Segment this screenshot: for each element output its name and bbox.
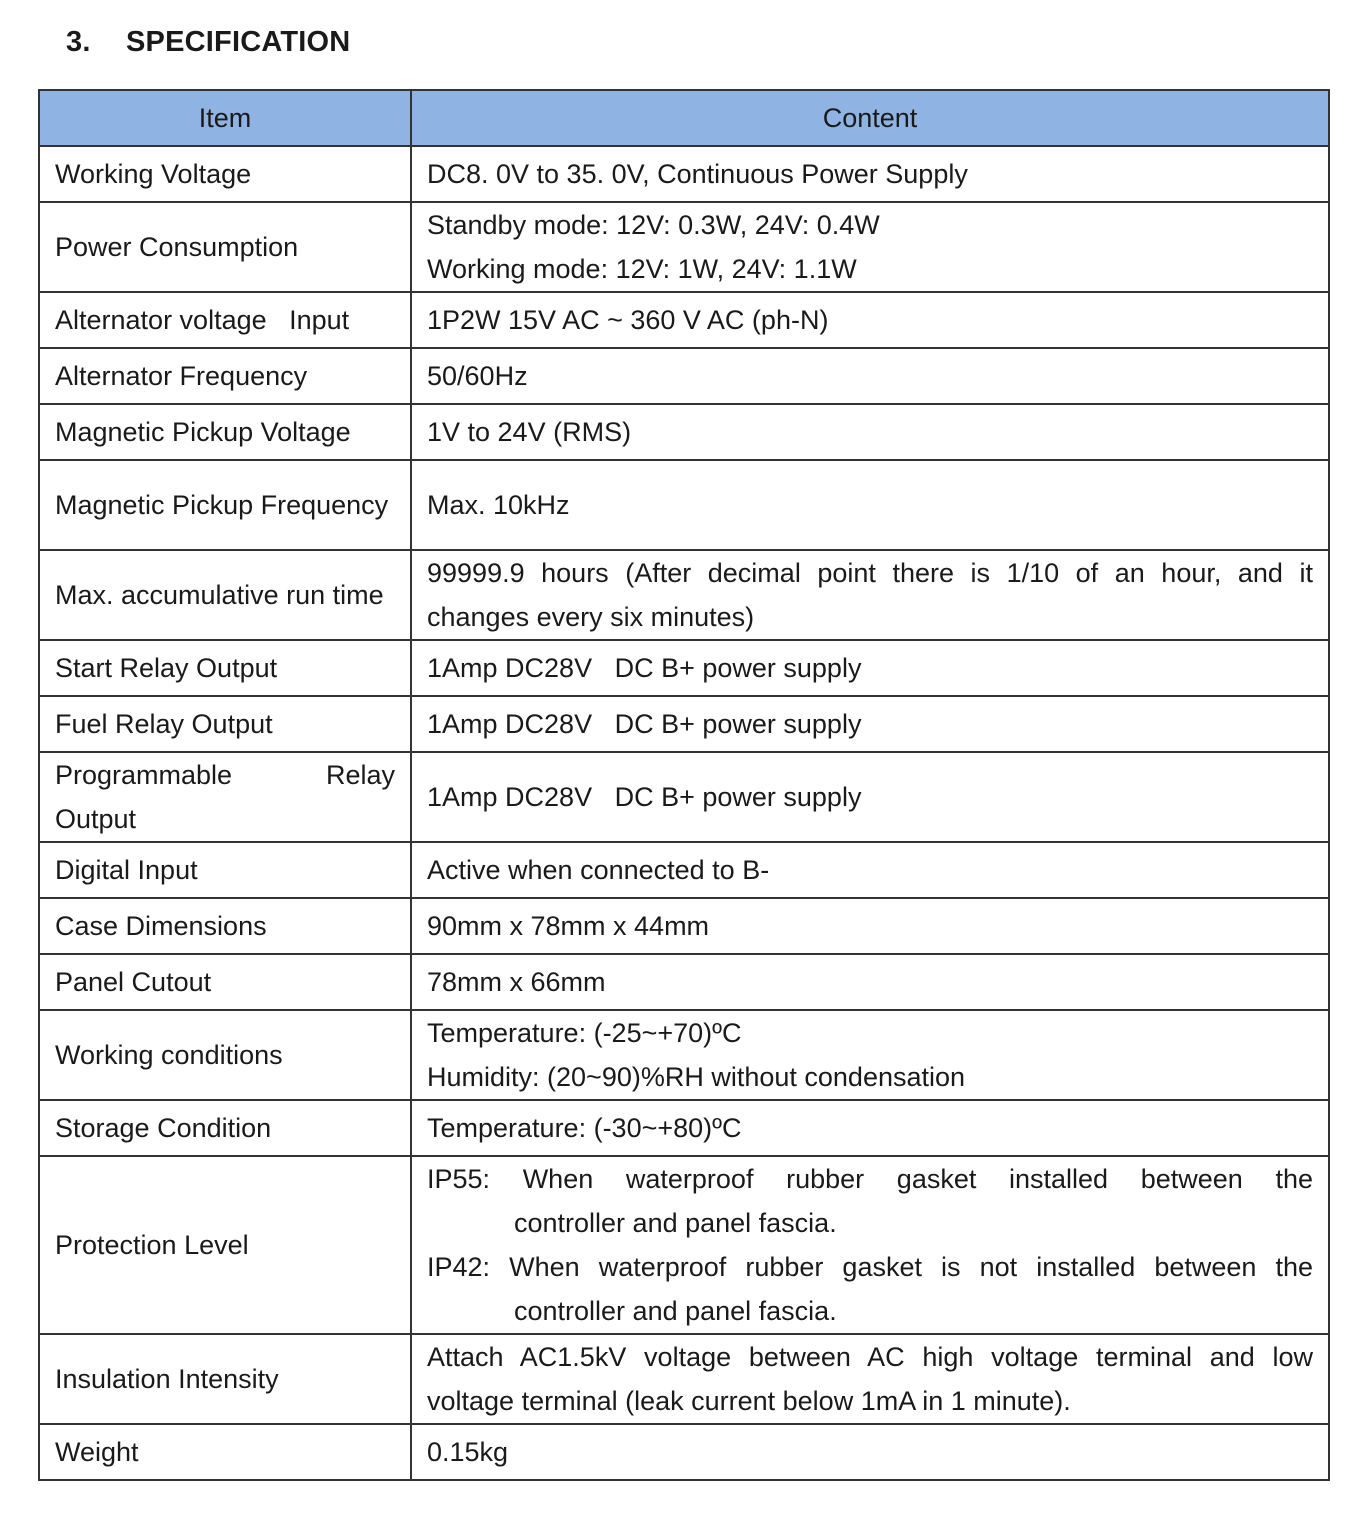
table-row: [39, 404, 1329, 460]
content-cell: DC8. 0V to 35. 0V, Continuous Power Supply: [411, 146, 1329, 202]
item-cell: Fuel Relay Output: [39, 696, 411, 752]
content-cell: 1P2W 15V AC ~ 360 V AC (ph-N): [411, 292, 1329, 348]
content-cell: 1Amp DC28V DC B+ power supply: [411, 640, 1329, 696]
table-row: [39, 1156, 1329, 1334]
item-cell: Working conditions: [39, 1010, 411, 1100]
content-line: Temperature: (-25~+70)ºC: [427, 1018, 742, 1048]
content-line: controller and panel fascia.: [514, 1208, 837, 1238]
content-cell: 1V to 24V (RMS): [411, 404, 1329, 460]
content-cell: 78mm x 66mm: [411, 954, 1329, 1010]
table-row: [39, 460, 1329, 550]
item-cell: Panel Cutout: [39, 954, 411, 1010]
item-cell: Protection Level: [39, 1156, 411, 1334]
table-row: [39, 640, 1329, 696]
table-row: [39, 348, 1329, 404]
content-line: controller and panel fascia.: [514, 1296, 837, 1326]
item-cell: Magnetic Pickup Frequency: [39, 460, 411, 550]
table-row: [39, 292, 1329, 348]
item-cell: Start Relay Output: [39, 640, 411, 696]
content-cell: 50/60Hz: [411, 348, 1329, 404]
section-title: SPECIFICATION: [126, 26, 351, 58]
content-cell: 0.15kg: [411, 1424, 1329, 1480]
specification-table: [38, 89, 1330, 1481]
content-cell: 90mm x 78mm x 44mm: [411, 898, 1329, 954]
content-cell: [411, 1156, 1329, 1334]
section-number: 3.: [66, 26, 91, 58]
content-cell: Attach AC1.5kV voltage between AC high voltage terminal and low voltage terminal (leak current below 1mA in 1 minute).: [411, 1334, 1329, 1424]
content-line: IP55: When waterproof rubber gasket installed between the: [427, 1164, 1313, 1194]
table-row: [39, 696, 1329, 752]
item-cell: Working Voltage: [39, 146, 411, 202]
content-line: Standby mode: 12V: 0.3W, 24V: 0.4W: [427, 210, 880, 240]
content-cell: Max. 10kHz: [411, 460, 1329, 550]
item-cell: Weight: [39, 1424, 411, 1480]
content-cell: 99999.9 hours (After decimal point there is 1/10 of an hour, and it changes every six minutes): [411, 550, 1329, 640]
item-cell: Alternator Frequency: [39, 348, 411, 404]
item-cell: Alternator voltage Input: [39, 292, 411, 348]
content-cell: Active when connected to B-: [411, 842, 1329, 898]
item-cell: Storage Condition: [39, 1100, 411, 1156]
table-row: [39, 146, 1329, 202]
content-line: Working mode: 12V: 1W, 24V: 1.1W: [427, 254, 857, 284]
item-cell: Insulation Intensity: [39, 1334, 411, 1424]
table-row: [39, 842, 1329, 898]
item-cell: Max. accumulative run time: [39, 550, 411, 640]
content-cell: 1Amp DC28V DC B+ power supply: [411, 752, 1329, 842]
item-cell: Magnetic Pickup Voltage: [39, 404, 411, 460]
table-header-row: [39, 90, 1329, 146]
content-line: Humidity: (20~90)%RH without condensation: [427, 1062, 966, 1092]
content-line: IP42: When waterproof rubber gasket is not installed between the: [427, 1252, 1313, 1282]
content-cell: [411, 1010, 1329, 1100]
table-row: [39, 550, 1329, 640]
content-cell: 1Amp DC28V DC B+ power supply: [411, 696, 1329, 752]
table-row: [39, 954, 1329, 1010]
table-row: [39, 1100, 1329, 1156]
column-header-content: Content: [411, 90, 1329, 146]
content-cell: Temperature: (-30~+80)ºC: [411, 1100, 1329, 1156]
content-cell: [411, 202, 1329, 292]
table-row: [39, 1334, 1329, 1424]
table-row: [39, 898, 1329, 954]
item-cell: Case Dimensions: [39, 898, 411, 954]
item-cell: Programmable Relay Output: [39, 752, 411, 842]
item-cell: Power Consumption: [39, 202, 411, 292]
column-header-item: Item: [39, 90, 411, 146]
item-cell: Digital Input: [39, 842, 411, 898]
table-row: [39, 752, 1329, 842]
table-row: [39, 1010, 1329, 1100]
section-heading: [66, 26, 350, 59]
table-row: [39, 1424, 1329, 1480]
table-row: [39, 202, 1329, 292]
